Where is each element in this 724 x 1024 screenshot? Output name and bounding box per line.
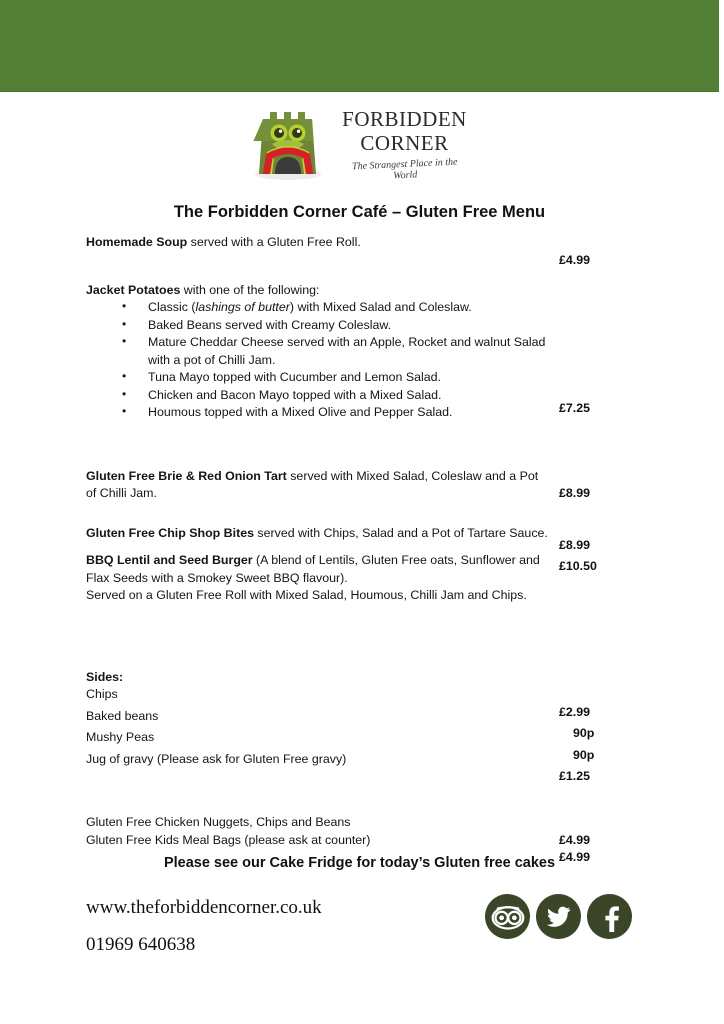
header-green-band [0, 0, 719, 92]
menu-item-soup-name: Homemade Soup [86, 235, 188, 249]
social-links [485, 894, 632, 939]
page-right-margin [719, 0, 724, 1024]
menu-item-chip-shop-bites-description [86, 525, 551, 543]
page-title: The Forbidden Corner Café – Gluten Free Menu [173, 203, 546, 221]
list-item: • Mature Cheddar Cheese served with an Apple, Rocket and walnut Salad with a pot of Chilli Jam. [86, 334, 548, 369]
spacer [86, 768, 631, 814]
menu-item-soup-description [86, 234, 551, 252]
list-item: • Tuna Mayo topped with Cucumber and Lemon Salad. [86, 369, 548, 387]
twitter-bird-icon [546, 904, 571, 929]
menu-item-tart [86, 468, 631, 503]
menu-item-burger-name: BBQ Lentil and Seed Burger [86, 553, 253, 567]
option-classic-italic: lashings of butter [195, 300, 290, 314]
menu-item-burger-description [86, 552, 551, 587]
kids-item-nuggets-label: Gluten Free Chicken Nuggets, Chips and Beans [86, 815, 351, 829]
menu-item-burger [86, 552, 631, 605]
menu-item-tart-detail: served with Mixed Salad, Coleslaw and a Pot of Chilli Jam. [86, 468, 539, 500]
website-link[interactable]: www.theforbiddencorner.co.uk [86, 897, 322, 918]
list-item: • Chicken and Bacon Mayo topped with a Mixed Salad. [86, 387, 548, 405]
menu-item-jacket-potatoes-name: Jacket Potatoes [86, 282, 181, 297]
kids-item-meal-bags-label: Gluten Free Kids Meal Bags (please ask at counter) [86, 832, 371, 847]
menu-item-jacket-potatoes-price: £7.25 [559, 400, 591, 415]
side-item-gravy-label: Jug of gravy (Please ask for Gluten Free gravy) [86, 751, 347, 766]
spacer [86, 651, 631, 669]
forbidden-corner-tower-icon [249, 102, 327, 182]
phone-number: 01969 640638 [86, 934, 196, 955]
kids-item-meal-bags-price: £4.99 [559, 850, 591, 864]
list-item: • Baked Beans served with Creamy Coleslaw. [86, 317, 548, 335]
side-item-chips-price: £2.99 [559, 704, 591, 719]
menu-item-soup [86, 234, 631, 267]
kids-item-nuggets-price: £4.99 [559, 832, 591, 847]
side-item-baked-beans-price: 90p [573, 726, 595, 740]
menu-item-jacket-potatoes-detail: with one of the following: [180, 282, 320, 297]
footer [86, 894, 631, 974]
menu-item-tart-price: £8.99 [559, 485, 591, 500]
sides-section [86, 669, 631, 783]
sides-heading: Sides: [86, 669, 124, 684]
side-item-chips-label: Chips [86, 687, 118, 701]
menu-item-burger-detail: (A blend of Lentils, Gluten Free oats, Sunflower and Flax Seeds with a Smokey Sweet BBQ flavour). [86, 553, 540, 585]
menu-item-jacket-potatoes-heading [86, 282, 551, 300]
tripadvisor-icon [491, 900, 525, 934]
menu-item-jacket-potatoes [86, 282, 631, 422]
wordmark-line-2: CORNER [360, 131, 449, 155]
side-item-baked-beans-label: Baked beans [86, 708, 159, 723]
menu-item-burger-extra-line: Served on a Gluten Free Roll with Mixed Salad, Houmous, Chilli Jam and Chips. [86, 588, 527, 602]
option-classic-pre: Classic ( [148, 300, 196, 314]
list-item [86, 299, 548, 317]
facebook-link[interactable] [587, 894, 632, 939]
spacer [86, 252, 631, 282]
menu-item-chip-shop-bites-price: £8.99 [559, 537, 591, 552]
cake-fridge-note: Please see our Cake Fridge for today’s Gluten free cakes [163, 855, 556, 871]
menu-item-tart-name: Gluten Free Brie & Red Onion Tart [86, 468, 287, 483]
facebook-icon [595, 902, 625, 932]
menu-item-chip-shop-bites [86, 525, 631, 552]
forbidden-corner-wordmark [339, 107, 471, 182]
menu-item-soup-detail: served with a Gluten Free Roll. [187, 235, 361, 249]
list-item: • Houmous topped with a Mixed Olive and Pepper Salad. [86, 404, 548, 422]
tripadvisor-link[interactable] [485, 894, 530, 939]
spacer [86, 503, 631, 525]
wordmark-tagline: The Strangest Place in the World [351, 156, 458, 182]
spacer [86, 422, 631, 468]
menu-item-tart-description [86, 468, 551, 503]
menu-item-burger-price: £10.50 [559, 559, 597, 573]
wordmark-line-1: FORBIDDEN [342, 107, 467, 131]
twitter-link[interactable] [536, 894, 581, 939]
side-item-gravy-price: £1.25 [559, 769, 591, 783]
jacket-potato-options [86, 299, 631, 422]
side-item-mushy-peas-label: Mushy Peas [86, 730, 155, 744]
brand-logo [0, 100, 719, 184]
spacer [86, 542, 631, 552]
side-item-mushy-peas-price: 90p [573, 747, 595, 762]
menu-item-soup-price: £4.99 [559, 252, 591, 267]
menu-item-chip-shop-bites-name: Gluten Free Chip Shop Bites [86, 525, 254, 540]
spacer [86, 605, 631, 651]
menu-item-chip-shop-bites-detail: served with Chips, Salad and a Pot of Tartare Sauce. [253, 525, 548, 540]
side-item-gravy [86, 751, 631, 783]
option-classic-post: ) with Mixed Salad and Coleslaw. [289, 300, 472, 314]
